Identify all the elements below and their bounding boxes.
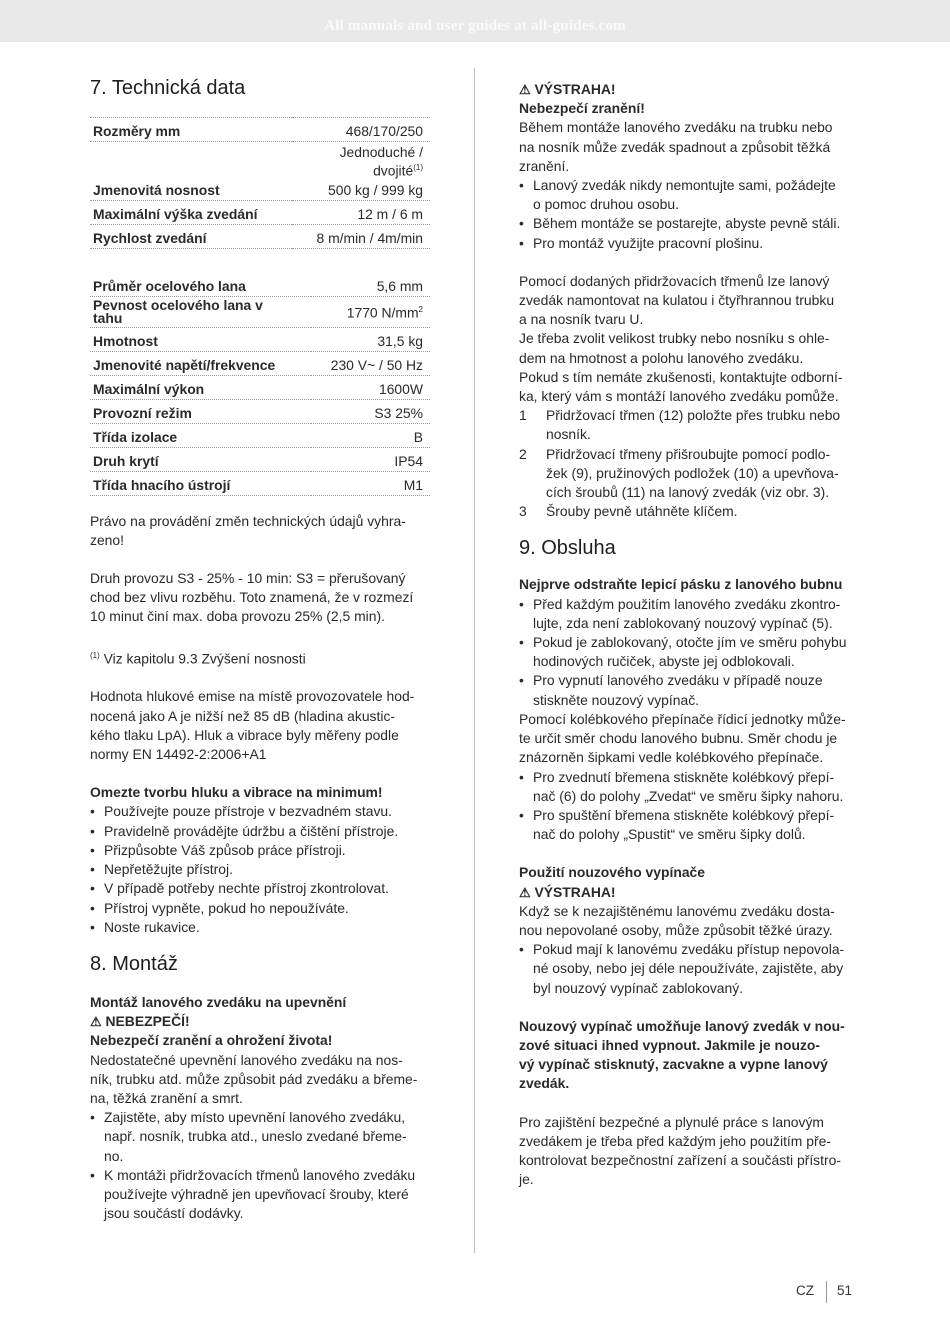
text-line: Hodnota hlukové emise na místě provozovatele hod-	[90, 688, 415, 705]
spec-value-line1: Jednoduché /	[339, 144, 423, 160]
text-line: používejte výhradně jen upevňovací šrouby, které	[104, 1185, 409, 1202]
text-line: Pro montáž využijte pracovní plošinu.	[533, 234, 764, 251]
spec-label: Maximální výška zvedání	[90, 200, 292, 224]
text-line: Přidržovací třmen (12) položte přes trubku nebo	[546, 407, 841, 424]
spec-label: Provozní režim	[90, 399, 311, 423]
spec-value: M1	[311, 471, 430, 495]
spec-label: Maximální výkon	[90, 375, 311, 399]
text-line: kontrolovat bezpečnostní zařízení a součásti přístro-	[519, 1151, 841, 1168]
text-line: Lanový zvedák nikdy nemontujte sami, požádejte	[533, 177, 836, 194]
spec-row	[90, 447, 430, 471]
list-item: • Přizpůsobte Váš způsob práce přístroji.	[90, 841, 430, 860]
step-item	[519, 445, 860, 503]
text-line: Pomocí dodaných přidržovacích třmenů lze lanový	[519, 272, 830, 289]
text-line: Před každým použitím lanového zvedáku zkontro-	[533, 595, 841, 612]
text-line: Pro zajištění bezpečné a plynulé práce s lanovým	[519, 1113, 824, 1130]
text-line: ka, který vám s montáží lanového zvedáku pomůže.	[519, 388, 839, 405]
spec-value: 12 m / 6 m	[292, 200, 430, 224]
noise-bullets	[90, 802, 430, 936]
estop-bullets	[519, 940, 860, 998]
text-line: Pokud s tím nemáte zkušenosti, kontaktujte odborní-	[519, 368, 843, 385]
section-7-title: 7. Technická data	[90, 77, 246, 99]
text-line: Během montáže se postarejte, abyste pevně stáli.	[533, 215, 841, 232]
text-line: te určit směr chodu lanového bubnu. Směr chodu je	[519, 730, 838, 747]
section-8-title: 8. Montáž	[90, 952, 178, 975]
estop-text	[519, 902, 860, 940]
spec-row	[90, 471, 430, 495]
text-line: žek (9), pružinových podložek (10) a upevňova-	[546, 464, 839, 481]
footer-divider	[826, 1281, 827, 1303]
text-line: ník, trubku atd. může způsobit pád zvedáku a břeme-	[90, 1070, 418, 1087]
text-line: Během montáže lanového zvedáku na trubku nebo	[519, 119, 833, 136]
list-item	[519, 214, 860, 233]
text-line: Druh provozu S3 - 25% - 10 min: S3 = přerušovaný	[90, 570, 406, 587]
noise-heading: Omezte tvorbu hluku a vibrace na minimum!	[90, 784, 383, 801]
warning-label: VÝSTRAHA!	[534, 81, 616, 97]
spec-row	[90, 142, 430, 181]
text-line: kého tlaku LpA). Hluk a vibrace byly měřeny podle	[90, 726, 399, 743]
list-item	[519, 176, 860, 214]
spec-value: S3 25%	[311, 399, 430, 423]
spec-label-line2: tahu	[93, 309, 123, 326]
danger-subheading: Nebezpečí zranění a ohrožení života!	[90, 1032, 333, 1049]
spec-table-1	[90, 117, 430, 249]
list-item: • Noste rukavice.	[90, 918, 430, 937]
text-line: byl nouzový vypínač zablokovaný.	[533, 979, 744, 996]
text-line: Pro spuštění břemena stiskněte kolébkový přepí-	[533, 806, 835, 823]
step-number: 3	[519, 503, 527, 520]
estop-warning-line	[519, 883, 860, 902]
spec-row	[90, 351, 430, 375]
list-item	[519, 234, 860, 253]
step-number: 1	[519, 407, 527, 424]
text-line: vý vypínač stisknutý, zacvakne a vypne lanový	[519, 1056, 828, 1073]
spec-row	[90, 273, 430, 297]
mount-text	[90, 1051, 430, 1109]
danger-label: NEBEZPEČÍ!	[105, 1013, 190, 1030]
text-line: normy EN 14492-2:2006+A1	[90, 746, 267, 763]
text-line: zové situaci ihned vypnout. Jakmile je nouzo-	[519, 1036, 821, 1053]
text-line: nosník.	[546, 426, 591, 443]
spec-value	[292, 142, 430, 181]
warning-subheading: Nebezpečí zranění!	[519, 100, 645, 117]
text-line: je.	[519, 1171, 534, 1188]
text-line: nač do polohy „Spustit“ ve směru šipky dolů.	[533, 826, 806, 843]
spec-label: Druh krytí	[90, 447, 311, 471]
spec-row	[90, 118, 430, 142]
text-line: např. nosník, trubka atd., uneslo zvedané břeme-	[104, 1128, 407, 1145]
mount-instructions	[519, 272, 860, 406]
column-divider	[474, 68, 475, 1253]
language-code: CZ	[796, 1283, 814, 1298]
text-line: chod bez vlivu rozběhu. Toto znamená, že v rozmezí	[90, 589, 414, 606]
section-9-title: 9. Obsluha	[519, 537, 616, 560]
text-line: nač (6) do polohy „Zvedat“ ve směru šipky nahoru.	[533, 787, 844, 804]
right-column	[519, 68, 860, 1189]
text-line: Nedostatečné upevnění lanového zvedáku na nos-	[90, 1051, 403, 1068]
spec-row	[90, 399, 430, 423]
text-line: Pro vypnutí lanového zvedáku v případě nouze	[533, 672, 823, 689]
left-column	[90, 68, 430, 1223]
text-line: stiskněte nouzový vypínač.	[533, 691, 700, 708]
spec-table-2	[90, 273, 430, 496]
footnote-text: Viz kapitolu 9.3 Zvýšení nosnosti	[99, 650, 306, 667]
text-line: Zajistěte, aby místo upevnění lanového zvedáku,	[104, 1109, 406, 1126]
text-line: na nosník může zvedák spadnout a způsobit těžká	[519, 138, 831, 155]
spec-label: Jmenovité napětí/frekvence	[90, 351, 311, 375]
reserve-notice	[90, 512, 430, 550]
text-line: nou nepovolané osoby, může způsobit těžké úrazy.	[519, 921, 833, 938]
spec-value-line2: dvojité	[373, 162, 414, 179]
warning-bullets	[519, 176, 860, 253]
text-line: zranění.	[519, 157, 570, 174]
rocker-text	[519, 710, 860, 768]
site-banner	[0, 0, 950, 42]
spec-value: 468/170/250	[292, 118, 430, 142]
tape-heading: Nejprve odstraňte lepicí pásku z lanového bubnu	[519, 576, 843, 593]
text-line: cích šroubů (11) na lanový zvedák (viz obr. 3).	[546, 484, 830, 501]
spec-label: Jmenovitá nosnost	[90, 142, 292, 201]
list-item: • Pravidelně provádějte údržbu a čištění přístroje.	[90, 822, 430, 841]
list-item	[519, 940, 860, 998]
text-line: jsou součástí dodávky.	[104, 1205, 244, 1222]
spec-label: Rozměry mm	[90, 118, 292, 142]
banner-text: All manuals and user guides at all-guides.com	[324, 18, 626, 34]
spec-value: 1600W	[311, 375, 430, 399]
text-line: lujte, zda není zablokovaný nouzový vypínač (5).	[533, 614, 833, 631]
spec-value: B	[311, 423, 430, 447]
text-line: Pro zvednutí břemena stiskněte kolébkový přepí-	[533, 768, 835, 785]
danger-label-line	[90, 1012, 430, 1031]
warning-triangle-icon: ⚠	[519, 82, 531, 97]
spec-value: 31,5 kg	[311, 327, 430, 351]
operating-mode-text	[90, 569, 430, 627]
spec-label: Třída izolace	[90, 423, 311, 447]
list-item	[519, 806, 860, 844]
text-line: hodinových ručiček, abyste jej odblokovali.	[533, 653, 795, 670]
text-line: Pomocí kolébkového přepínače řídicí jednotky může-	[519, 710, 846, 727]
estop-bold-note	[519, 1017, 860, 1094]
spec-label	[90, 296, 311, 327]
list-item: • Nepřetěžujte přístroj.	[90, 860, 430, 879]
spec-value	[311, 296, 430, 327]
spec-row	[90, 200, 430, 224]
spec-label: Hmotnost	[90, 327, 311, 351]
mount-steps	[519, 406, 860, 521]
step-item	[519, 502, 860, 521]
warning-label-line	[519, 80, 860, 99]
step-item	[519, 406, 860, 444]
spec-value: 8 m/min / 4m/min	[292, 224, 430, 248]
list-item	[90, 1108, 430, 1166]
warning-text	[519, 118, 860, 176]
text-line: Pokud je zablokovaný, otočte jím ve směru pohybu	[533, 634, 847, 651]
spec-label-line1: Pevnost ocelového lana v	[93, 296, 263, 313]
text-line: Nouzový vypínač umožňuje lanový zvedák v nou-	[519, 1017, 845, 1034]
tape-bullets	[519, 595, 860, 710]
list-item	[519, 595, 860, 633]
text-line: nocená jako A je nižší než 85 dB (hladina akustic-	[90, 707, 396, 724]
spec-value: 230 V~ / 50 Hz	[311, 351, 430, 375]
footnote	[90, 646, 430, 669]
estop-heading: Použití nouzového vypínače	[519, 864, 706, 881]
list-item: • Používejte pouze přístroje v bezvadném stavu.	[90, 802, 430, 821]
text-line: zvedákem je třeba před každým jeho použitím pře-	[519, 1132, 831, 1149]
text-line: 10 minut činí max. doba provozu 25% (2,5 min).	[90, 608, 385, 625]
page-number: 51	[837, 1283, 853, 1298]
mount-heading: Montáž lanového zvedáku na upevnění	[90, 993, 347, 1010]
text-line: dem na hmotnost a polohu lanového zvedáku.	[519, 349, 804, 366]
list-item: • Přístroj vypněte, pokud ho nepoužíváte.	[90, 899, 430, 918]
text-line: o pomoc druhou osobu.	[533, 196, 679, 213]
list-item: • V případě potřeby nechte přístroj zkontrolovat.	[90, 879, 430, 898]
text-line: a na nosník tvaru U.	[519, 311, 644, 328]
safety-text	[519, 1113, 860, 1190]
spec-row	[90, 224, 430, 248]
text-line: Když se k nezajištěnému lanovému zvedáku dosta-	[519, 902, 835, 919]
text-line: zvedák.	[519, 1075, 570, 1092]
list-item	[519, 633, 860, 671]
text-line: znázorněn šipkami vedle kolébkového přepínače.	[519, 749, 824, 766]
unit-superscript: 2	[418, 305, 423, 315]
text-line: Pokud mají k lanovému zvedáku přístup nepovola-	[533, 941, 845, 958]
warning-triangle-icon: ⚠	[519, 884, 531, 900]
warning-label: VÝSTRAHA!	[534, 883, 616, 900]
list-item	[519, 768, 860, 806]
warning-triangle-icon: ⚠	[90, 1014, 102, 1030]
text-line: Je třeba zvolit velikost trubky nebo nosníku s ohle-	[519, 330, 830, 347]
footnote-mark: (1)	[90, 650, 100, 660]
spec-label: Průměr ocelového lana	[90, 273, 311, 297]
list-item	[90, 1166, 430, 1224]
text-line: zvedák namontovat na kulatou i čtyřhrannou trubku	[519, 292, 835, 309]
text-line: zeno!	[90, 531, 124, 548]
spec-value: IP54	[311, 447, 430, 471]
mount-bullets	[90, 1108, 430, 1223]
spec-label: Třída hnacího ústrojí	[90, 471, 311, 495]
text-line: K montáži přidržovacích třmenů lanového zvedáku	[104, 1166, 416, 1183]
list-item	[519, 671, 860, 709]
text-line: Šrouby pevně utáhněte klíčem.	[546, 503, 738, 520]
noise-emission-text	[90, 687, 430, 764]
spec-value: 500 kg / 999 kg	[292, 181, 430, 201]
text-line: no.	[104, 1147, 124, 1164]
text-line: na, těžká zranění a smrt.	[90, 1089, 243, 1106]
spec-value-text: 1770 N/mm	[346, 304, 419, 321]
text-line: Právo na provádění změn technických údajů vyhra-	[90, 512, 406, 529]
footnote-ref: (1)	[413, 163, 423, 172]
spec-row	[90, 327, 430, 351]
spec-row	[90, 296, 430, 327]
text-line: né osoby, nebo jej déle nepoužíváte, zajistěte, aby	[533, 960, 844, 977]
spec-row	[90, 375, 430, 399]
text-line: Přidržovací třmeny přišroubujte pomocí podlo-	[546, 445, 831, 462]
spec-row	[90, 423, 430, 447]
step-number: 2	[519, 445, 527, 462]
rocker-bullets	[519, 768, 860, 845]
spec-label: Rychlost zvedání	[90, 224, 292, 248]
spec-value: 5,6 mm	[311, 273, 430, 297]
